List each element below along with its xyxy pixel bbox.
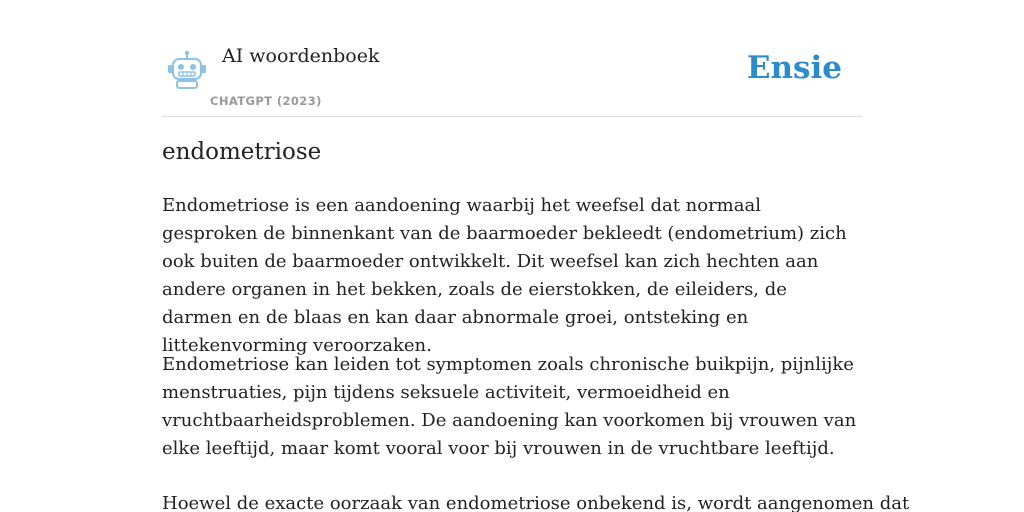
robot-icon [166, 50, 208, 90]
source-subtitle: CHATGPT (2023) [210, 94, 322, 108]
entry-term: endometriose [162, 139, 322, 165]
definition-paragraph: Hoewel de exacte oorzaak van endometriose onbekend is, wordt aangenomen dat [162, 493, 910, 512]
definition-paragraph: Endometriose is een aandoening waarbij het weefsel dat normaal gesproken de binnenkant van de baarmoeder bekleedt (endometrium) zich ook buiten de baarmoeder ontwikkelt. Dit weefsel kan zich hechten aan andere organen in het bekken, zoals de eierstokken, de eileiders, de darmen en de blaas en kan daar abnormale groei, ontsteking en littekenvorming veroorzaken. [162, 195, 847, 356]
brand-logo[interactable]: Ensie [746, 50, 842, 86]
definition-paragraph: Endometriose kan leiden tot symptomen zoals chronische buikpijn, pijnlijke menstruaties, pijn tijdens seksuele activiteit, vermoeidheid en vruchtbaarheidsproblemen. De aandoening kan voorkomen bij vrouwen van elke leeftijd, maar komt vooral voor bij vrouwen in de vruchtbare leeftijd. [162, 354, 857, 459]
source-header [162, 0, 862, 117]
source-title[interactable]: AI woordenboek [222, 45, 380, 67]
